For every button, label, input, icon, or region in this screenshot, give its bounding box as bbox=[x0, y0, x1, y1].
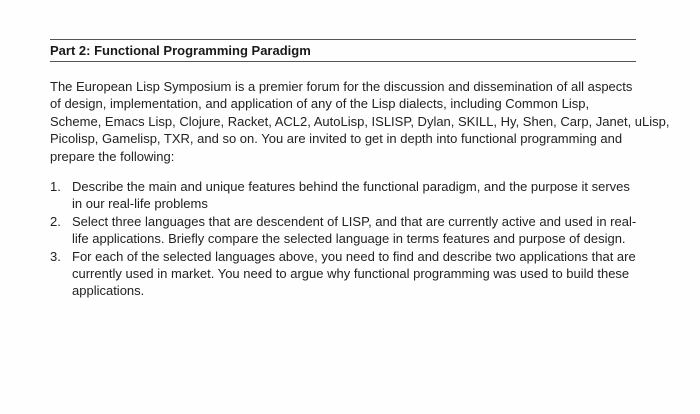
task-line: in our real-life problems bbox=[72, 196, 208, 212]
heading-top-rule bbox=[50, 39, 636, 40]
intro-paragraph bbox=[50, 78, 670, 165]
task-item-2 bbox=[50, 213, 640, 248]
task-item-1 bbox=[50, 178, 640, 213]
task-line: currently used in market. You need to argue why functional programming was used to build these bbox=[72, 266, 630, 282]
heading-bottom-rule bbox=[50, 61, 636, 62]
intro-line: The European Lisp Symposium is a premier forum for the discussion and dissemination of all aspects bbox=[50, 79, 633, 94]
task-line: life applications. Briefly compare the selected language in terms features and purpose of design. bbox=[72, 231, 626, 247]
intro-line: Picolisp, Gamelisp, TXR, and so on. You are invited to get in depth into functional programming and bbox=[50, 131, 623, 147]
task-item-3 bbox=[50, 248, 640, 300]
task-number: 3. bbox=[50, 248, 61, 264]
task-line: applications. bbox=[72, 283, 145, 299]
intro-line: of design, implementation, and application of any of the Lisp dialects, including Common Lisp, bbox=[50, 96, 590, 112]
section-heading: Part 2: Functional Programming Paradigm bbox=[50, 43, 311, 58]
task-number: 1. bbox=[50, 179, 61, 194]
task-line: Describe the main and unique features behind the functional paradigm, and the purpose it serves bbox=[72, 179, 630, 194]
intro-line: prepare the following: bbox=[50, 148, 175, 164]
task-line: Select three languages that are descendent of LISP, and that are currently active and used in real- bbox=[72, 213, 637, 229]
task-number: 2. bbox=[50, 213, 61, 229]
intro-line: Scheme, Emacs Lisp, Clojure, Racket, ACL2, AutoLisp, ISLISP, Dylan, SKILL, Hy, Shen, Carp, Janet, uLisp, bbox=[50, 113, 670, 129]
task-list bbox=[50, 178, 640, 300]
task-line: For each of the selected languages above, you need to find and describe two applications that are bbox=[72, 248, 636, 264]
